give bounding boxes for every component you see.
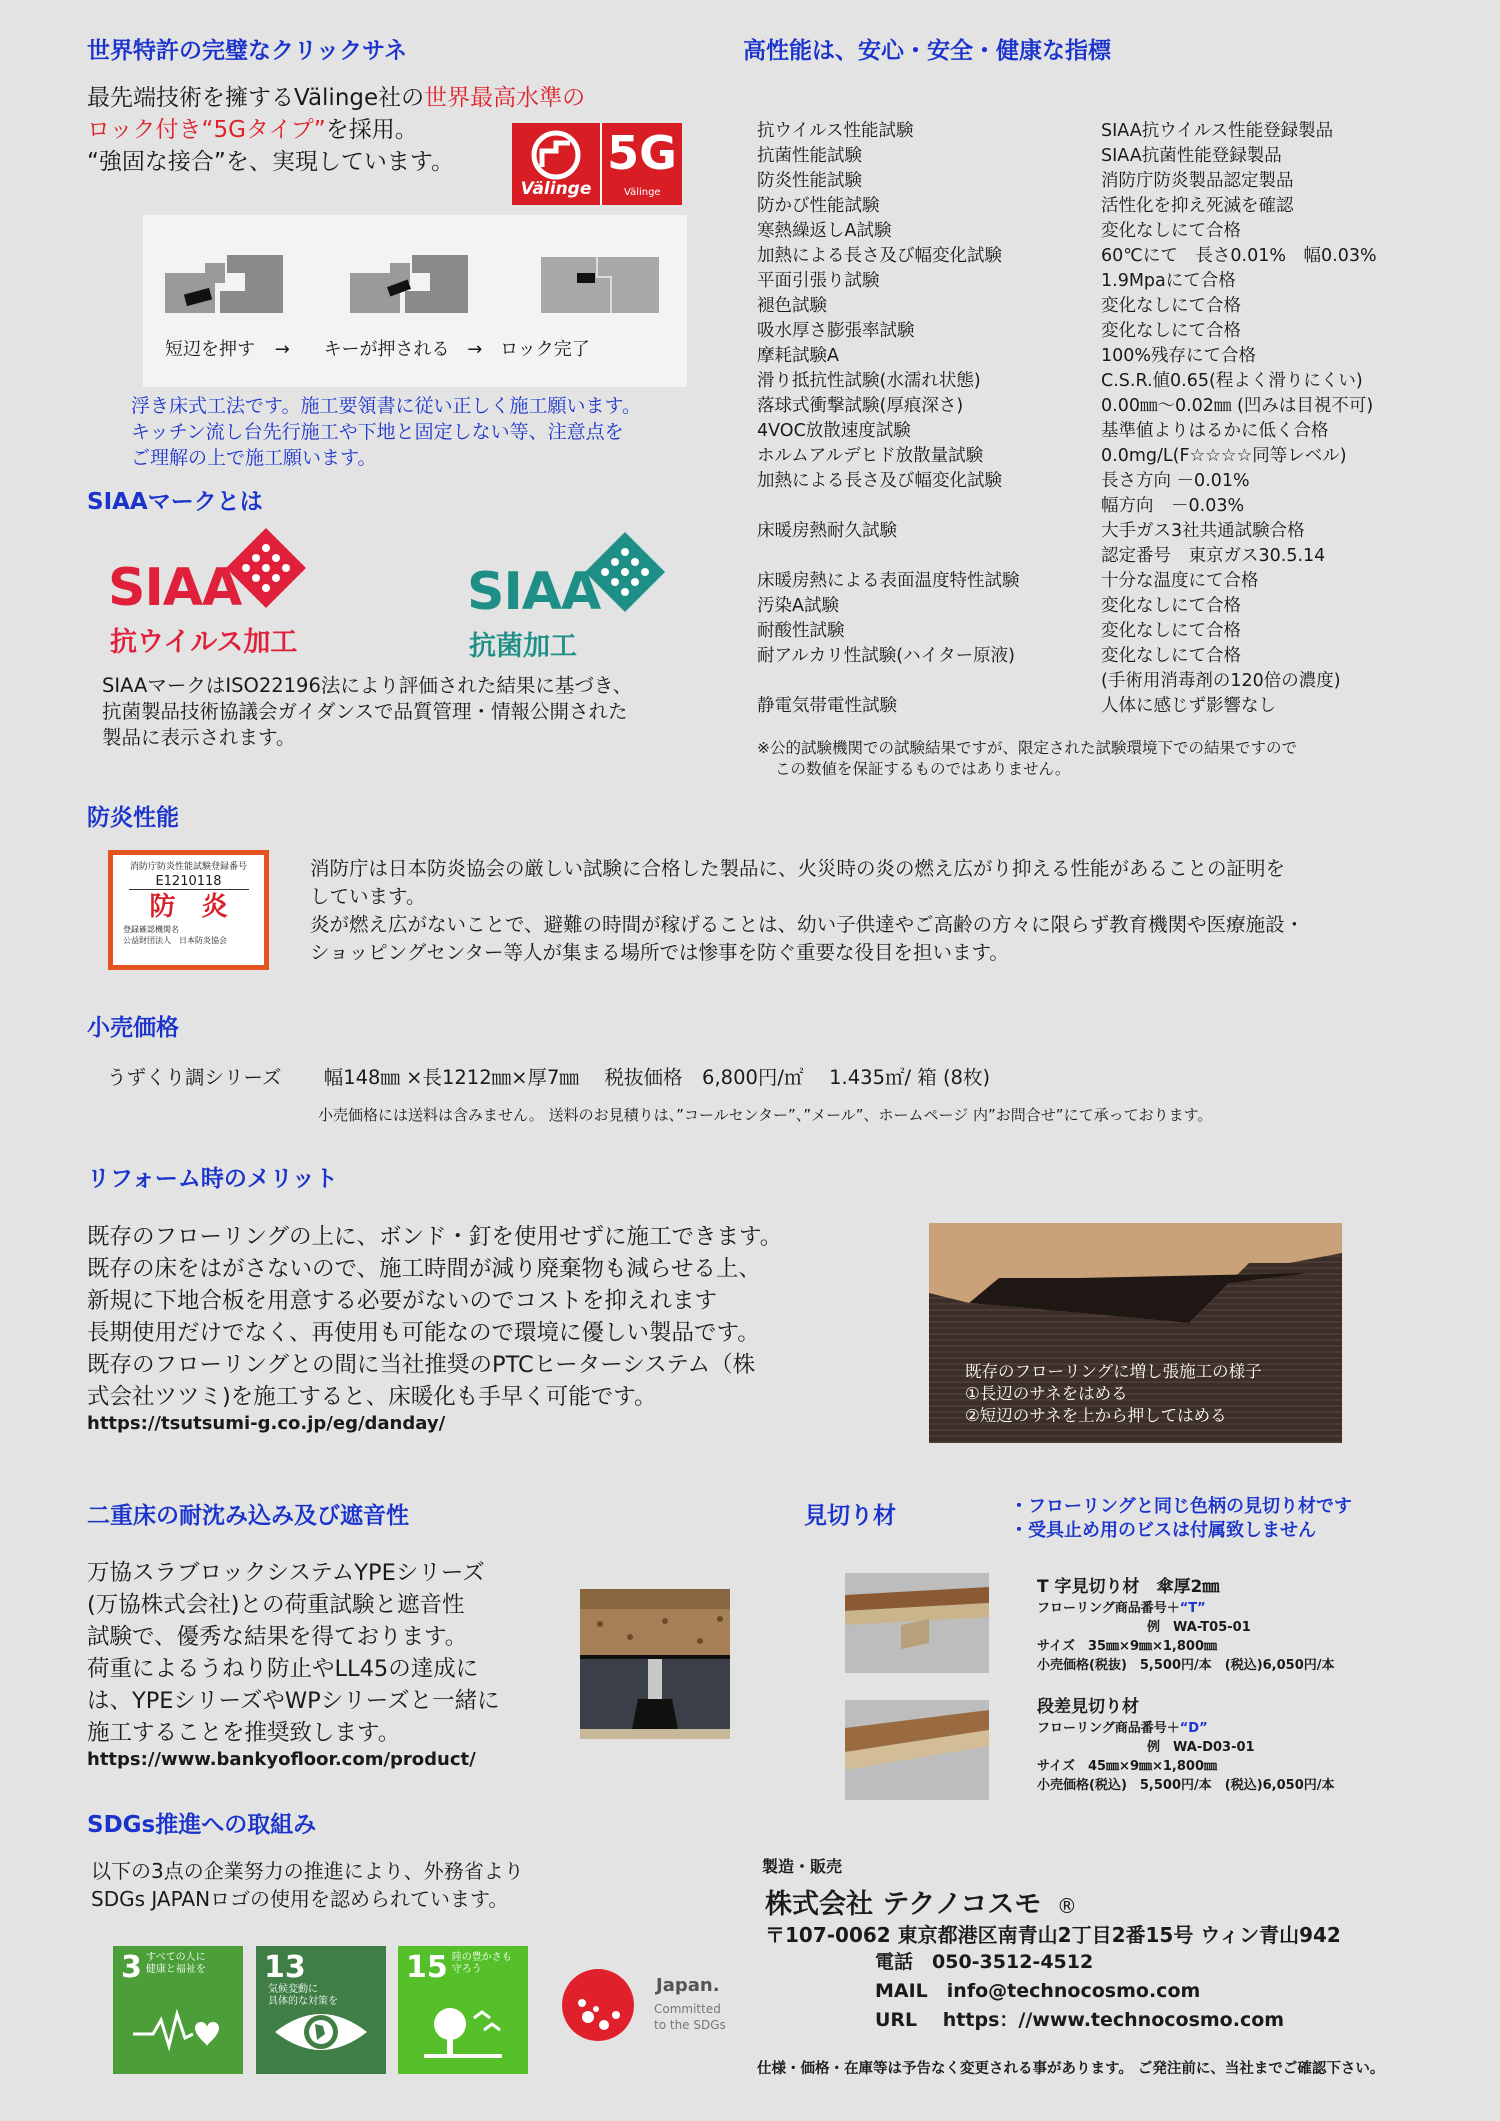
siaa-antivirus-logo xyxy=(108,528,308,658)
df-line-3: 試験で、優秀な結果を得ております。 xyxy=(87,1624,468,1650)
performance-row xyxy=(757,669,1457,694)
click-note-1: 浮き床式工法です。施工要領書に従い正しく施工願います。 xyxy=(131,395,641,417)
t-mikiri-price: 小売価格(税抜) 5,500円/本 (税込)6,050円/本 xyxy=(1037,1658,1335,1673)
step1-label: 短辺を押す xyxy=(165,339,255,360)
performance-row xyxy=(757,194,1457,219)
reform-line-6: 式会社ツツミ)を施工すると、床暖化も手早く可能です。 xyxy=(87,1384,657,1410)
sdg3-caption: すべての人に 健康と福祉を xyxy=(145,1952,206,1975)
siaa-logo2-mark xyxy=(585,532,665,612)
click-line3: “強固な接合”を、実現しています。 xyxy=(87,149,454,175)
photo-caption-3: ②短辺のサネを上から押してはめる xyxy=(965,1406,1227,1425)
siaa-desc-2: 抗菌製品技術協議会ガイダンスで品質管理・情報公開された xyxy=(102,700,628,723)
test-name: 抗ウイルス性能試験 xyxy=(757,121,914,141)
sdg3-num: 3 xyxy=(121,1950,142,1985)
test-name: 耐アルカリ性試験(ハイター原液) xyxy=(757,646,1015,666)
tree-bird-icon xyxy=(418,2002,508,2062)
test-result: 長さ方向 －0.01% xyxy=(1101,471,1250,491)
test-name: 4VOC放散速度試験 xyxy=(757,421,911,441)
company-address: 〒107-0062 東京都港区南青山2丁目2番15号 ウィン青山942 xyxy=(765,1923,1341,1947)
performance-row xyxy=(757,569,1457,594)
sdg-goal-15 xyxy=(398,1946,528,2074)
double-floor-photo xyxy=(580,1589,730,1739)
performance-row xyxy=(757,394,1457,419)
sdg15-caption: 陸の豊かさも 守ろう xyxy=(451,1952,512,1975)
test-result: 0.00㎜～0.02㎜ (凹みは目視不可) xyxy=(1101,396,1374,416)
sdg13-num: 13 xyxy=(264,1950,306,1985)
step2-label: キーが押される xyxy=(323,339,450,360)
test-result: 変化なしにて合格 xyxy=(1101,596,1241,616)
logo-5g-text: 5G xyxy=(607,126,677,180)
performance-row xyxy=(757,244,1457,269)
df-line-4: 荷重によるうねり防止やLL45の達成に xyxy=(87,1656,479,1682)
test-name: 加熱による長さ及び幅変化試験 xyxy=(757,471,1002,491)
df-line-2: (万協株式会社)との荷重試験と遮音性 xyxy=(87,1592,465,1618)
valinge-mark xyxy=(512,123,602,205)
performance-note xyxy=(757,738,1297,780)
reform-title: リフォーム時のメリット xyxy=(87,1166,338,1192)
logo-small-text: Välinge xyxy=(624,187,661,198)
performance-row xyxy=(757,494,1457,519)
fire-label-big: 防 炎 xyxy=(149,892,228,922)
mikiri-bullets xyxy=(1010,1495,1352,1543)
test-result: 十分な温度にて合格 xyxy=(1101,571,1259,591)
performance-row xyxy=(757,469,1457,494)
company-url[interactable]: URL https：//www.technocosmo.com xyxy=(875,2009,1285,2031)
test-result: SIAA抗ウイルス性能登録製品 xyxy=(1101,121,1334,141)
mikiri-bullet-1: ・フローリングと同じ色柄の見切り材です xyxy=(1010,1496,1352,1517)
reform-photo xyxy=(929,1223,1342,1443)
registered-mark: ® xyxy=(1056,1894,1077,1918)
siaa-logo1-sub: 抗ウイルス加工 xyxy=(110,627,298,658)
test-name: 抗菌性能試験 xyxy=(757,146,862,166)
test-result: 0.0mg/L(F☆☆☆☆同等レベル) xyxy=(1101,446,1347,466)
fire-label-top: 消防庁防炎性能試験登録番号 xyxy=(129,862,247,872)
test-result: 100%残存にて合格 xyxy=(1101,346,1257,366)
test-name: 吸水厚さ膨張率試験 xyxy=(757,321,915,341)
test-result: 消防庁防炎製品認定製品 xyxy=(1101,171,1294,191)
test-name: 滑り抵抗性試験(水濡れ状態) xyxy=(757,371,981,391)
step3-illustration xyxy=(541,253,661,313)
test-result: 変化なしにて合格 xyxy=(1101,296,1241,316)
performance-row xyxy=(757,369,1457,394)
t-mikiri-info xyxy=(1037,1575,1335,1675)
heartbeat-icon xyxy=(133,2006,223,2056)
performance-table xyxy=(757,119,1457,719)
reform-line-4: 長期使用だけでなく、再使用も可能なので環境に優しい製品です。 xyxy=(87,1320,760,1346)
fire-label-b1: 登録確認機関名 xyxy=(123,925,179,934)
sdgs-title: SDGs推進への取組み xyxy=(87,1812,317,1838)
test-result: 変化なしにて合格 xyxy=(1101,321,1241,341)
step-mikiri-code-key: “D” xyxy=(1179,1721,1208,1736)
test-result: 基準値よりはるかに低く合格 xyxy=(1101,421,1329,441)
fire-text-1: 消防庁は日本防炎協会の厳しい試験に合格した製品に、火災時の炎の燃え広がり抑える性能があることの証明を xyxy=(310,857,1286,880)
test-result: C.S.R.値0.65(程よく滑りにくい) xyxy=(1101,371,1363,391)
mikiri-title: 見切り材 xyxy=(804,1503,896,1529)
step-mikiri-photo xyxy=(845,1700,989,1800)
test-name: 寒熱繰返しA試験 xyxy=(757,221,892,241)
company-disclaimer: 仕様・価格・在庫等は予告なく変更される事があります。 ご発注前に、当社までご確認下さい。 xyxy=(757,2061,1385,2077)
siaa-antibacterial-logo xyxy=(467,532,667,662)
price-row xyxy=(107,1062,990,1090)
test-name: 耐酸性試験 xyxy=(757,621,845,641)
price-series: うずくり調シリーズ xyxy=(107,1066,282,1089)
click-line1b: 世界最高水準の xyxy=(424,85,586,111)
performance-note-2: この数値を保証するものではありません。 xyxy=(775,760,1071,778)
click-line2b: を採用。 xyxy=(325,117,418,143)
click-note-3: ご理解の上で施工願います。 xyxy=(131,447,377,469)
test-name: 汚染A試験 xyxy=(757,596,839,616)
test-result: 幅方向 －0.03% xyxy=(1101,496,1245,516)
company-tel: 電話 050-3512-4512 xyxy=(875,1951,1094,1973)
test-name: ホルムアルデヒド放散量試験 xyxy=(757,446,984,466)
double-floor-url[interactable]: https://www.bankyofloor.com/product/ xyxy=(87,1749,476,1770)
test-result: SIAA抗菌性能登録製品 xyxy=(1101,146,1282,166)
siaa-logo2-text: SIAA xyxy=(467,562,601,622)
sdg15-num: 15 xyxy=(406,1950,448,1985)
test-result: 人体に感じず影響なし xyxy=(1101,696,1276,716)
fire-title: 防炎性能 xyxy=(87,805,179,831)
siaa-description xyxy=(102,673,632,751)
sdgs-line-1: 以下の3点の企業努力の推進により、外務省より xyxy=(91,1859,524,1883)
reform-photo-caption xyxy=(965,1361,1262,1427)
fire-label-b2: 公益財団法人 日本防炎協会 xyxy=(123,936,227,945)
performance-row xyxy=(757,619,1457,644)
company-role: 製造・販売 xyxy=(762,1857,843,1876)
fire-text xyxy=(310,855,1304,967)
t-mikiri-code-key: “T” xyxy=(1179,1601,1206,1616)
price-note: 小売価格には送料は含みません。 送料のお見積りは、”コールセンター”、”メール”、ホームページ 内”お問合せ”にて承っております。 xyxy=(318,1106,1213,1124)
t-mikiri-code-label: フローリング商品番号＋ xyxy=(1037,1601,1180,1616)
siaa-desc-1: SIAAマークはISO22196法により評価された結果に基づき、 xyxy=(102,674,633,697)
double-floor-text xyxy=(87,1557,500,1749)
test-result: 変化なしにて合格 xyxy=(1101,621,1241,641)
performance-row xyxy=(757,269,1457,294)
valinge-brand-text: Välinge xyxy=(520,179,592,199)
test-result: 変化なしにて合格 xyxy=(1101,646,1241,666)
step-mikiri-name: 段差見切り材 xyxy=(1037,1697,1139,1717)
performance-note-1: ※公的試験機関での試験結果ですが、限定された試験環境下での結果ですので xyxy=(757,739,1297,757)
test-result: 1.9Mpaにて合格 xyxy=(1101,271,1236,291)
performance-row xyxy=(757,444,1457,469)
test-result: 大手ガス3社共通試験合格 xyxy=(1101,521,1305,541)
t-mikiri-size: サイズ 35㎜×9㎜×1,800㎜ xyxy=(1037,1639,1218,1654)
reform-line-2: 既存の床をはがさないので、施工時間が減り廃棄物も減らせる上、 xyxy=(87,1256,761,1282)
reform-line-3: 新規に下地合板を用意する必要がないのでコストを抑えれます xyxy=(87,1288,718,1314)
step-labels xyxy=(165,335,590,361)
fire-reg-no: E1210118 xyxy=(129,874,249,890)
click-title: 世界特許の完璧なクリックサネ xyxy=(87,38,408,64)
sdgs-line-2: SDGs JAPANロゴの使用を認められています。 xyxy=(91,1887,509,1911)
test-name: 落球式衝撃試験(厚痕深さ) xyxy=(757,396,964,416)
test-result: (手術用消毒剤の120倍の濃度) xyxy=(1101,671,1341,691)
reform-line-1: 既存のフローリングの上に、ボンド・釘を使用せずに施工できます。 xyxy=(87,1224,783,1250)
performance-row xyxy=(757,519,1457,544)
test-result: 活性化を抑え死滅を確認 xyxy=(1101,196,1294,216)
performance-row xyxy=(757,144,1457,169)
test-name: 床暖房熱による表面温度特性試験 xyxy=(757,571,1020,591)
company-contacts xyxy=(875,1948,1284,2035)
test-name: 防かび性能試験 xyxy=(757,196,880,216)
performance-title: 高性能は、安心・安全・健康な指標 xyxy=(743,38,1111,64)
performance-row xyxy=(757,344,1457,369)
photo-caption-2: ①長辺のサネをはめる xyxy=(965,1384,1128,1403)
click-intro xyxy=(87,82,585,178)
siaa-logo1-mark xyxy=(226,528,306,608)
reform-text xyxy=(87,1221,782,1413)
performance-row xyxy=(757,419,1457,444)
mikiri-bullet-2: ・受具止め用のビスは付属致しません xyxy=(1010,1520,1316,1541)
step-arrow-2: → xyxy=(467,339,483,360)
test-name: 褪色試験 xyxy=(757,296,827,316)
japan-committed-sdgs-logo xyxy=(558,1965,738,2045)
step-mikiri-code-label: フローリング商品番号＋ xyxy=(1037,1721,1180,1736)
step-mikiri-price: 小売価格(税込) 5,500円/本 (税込)6,050円/本 xyxy=(1037,1778,1335,1793)
step-mikiri-example: 例 WA-D03-01 xyxy=(1147,1740,1255,1755)
test-name: 摩耗試験A xyxy=(757,346,839,366)
performance-row xyxy=(757,219,1457,244)
click-steps-diagram xyxy=(143,215,687,387)
committed-text: Committed to the SDGs xyxy=(654,2002,726,2032)
performance-row xyxy=(757,694,1457,719)
sdg-goal-3 xyxy=(113,1946,243,2074)
test-name: 加熱による長さ及び幅変化試験 xyxy=(757,246,1002,266)
fire-text-4: ショッピングセンター等人が集まる場所では惨事を防ぐ重要な役目を担います。 xyxy=(310,941,1009,964)
sdg-goal-13 xyxy=(256,1946,386,2074)
t-mikiri-name: T 字見切り材 傘厚2㎜ xyxy=(1037,1577,1220,1597)
click-line2a: ロック付き“5Gタイプ” xyxy=(87,117,326,143)
company-name: 株式会社 テクノコスモ xyxy=(765,1889,1042,1920)
company-name-row xyxy=(765,1882,1077,1921)
siaa-logo1-text: SIAA xyxy=(108,558,242,618)
performance-row xyxy=(757,319,1457,344)
fire-label-badge xyxy=(108,850,269,970)
step-mikiri-info xyxy=(1037,1695,1335,1795)
double-floor-title: 二重床の耐沈み込み及び遮音性 xyxy=(87,1503,409,1529)
test-name: 静電気帯電性試験 xyxy=(757,696,897,716)
test-name: 防炎性能試験 xyxy=(757,171,862,191)
step1-illustration xyxy=(165,253,285,313)
price-title: 小売価格 xyxy=(87,1015,179,1041)
df-line-5: は、YPEシリーズやWPシリーズと一緒に xyxy=(87,1688,500,1714)
test-result: 変化なしにて合格 xyxy=(1101,221,1241,241)
test-result: 認定番号 東京ガス30.5.14 xyxy=(1101,546,1326,566)
step-arrow-1: → xyxy=(274,339,290,360)
reform-line-5: 既存のフローリングとの間に当社推奨のPTCヒーターシステム（株 xyxy=(87,1352,756,1378)
reform-url[interactable]: https://tsutsumi-g.co.jp/eg/danday/ xyxy=(87,1413,446,1434)
test-name: 平面引張り試験 xyxy=(757,271,880,291)
sdg13-caption: 気候変動に 具体的な対策を xyxy=(268,1984,338,2007)
df-line-1: 万協スラブロックシステムYPEシリーズ xyxy=(87,1560,485,1586)
japan-text: Japan. xyxy=(656,1975,720,1996)
performance-row xyxy=(757,644,1457,669)
performance-row xyxy=(757,169,1457,194)
click-notes xyxy=(131,393,641,471)
performance-row xyxy=(757,544,1457,569)
valinge-5g-logo xyxy=(512,123,682,205)
sdgs-text xyxy=(91,1857,524,1913)
step3-label: ロック完了 xyxy=(500,339,590,360)
click-note-2: キッチン流し台先行施工や下地と固定しない等、注意点を xyxy=(131,421,624,443)
performance-row xyxy=(757,119,1457,144)
performance-row xyxy=(757,594,1457,619)
siaa-title: SIAAマークとは xyxy=(87,489,263,515)
performance-row xyxy=(757,294,1457,319)
step-mikiri-size: サイズ 45㎜×9㎜×1,800㎜ xyxy=(1037,1759,1218,1774)
siaa-logo2-sub: 抗菌加工 xyxy=(469,631,577,662)
step2-illustration xyxy=(350,253,470,313)
siaa-desc-3: 製品に表示されます。 xyxy=(102,726,296,749)
price-spec: 幅148㎜ ×長1212㎜×厚7㎜ 税抜価格 6,800円/㎡ 1.435㎡/ 箱 (8枚) xyxy=(323,1066,991,1089)
test-name: 床暖房熱耐久試験 xyxy=(757,521,897,541)
company-mail[interactable]: MAIL info@technocosmo.com xyxy=(875,1980,1201,2002)
fire-text-2: しています。 xyxy=(310,885,426,908)
photo-caption-1: 既存のフローリングに増し張施工の様子 xyxy=(965,1362,1262,1381)
fire-text-3: 炎が燃え広がないことで、避難の時間が稼げることは、幼い子供達やご高齢の方々に限らず教育機関や医療施設・ xyxy=(310,913,1305,936)
t-mikiri-example: 例 WA-T05-01 xyxy=(1147,1620,1251,1635)
t-mikiri-photo xyxy=(845,1573,989,1673)
eye-globe-icon xyxy=(271,2004,371,2060)
cherry-blossom-icon xyxy=(558,1965,638,2045)
click-line1a: 最先端技術を擁するVälinge社の xyxy=(87,85,425,111)
df-line-6: 施工することを推奨致します。 xyxy=(87,1720,401,1746)
test-result: 60℃にて 長さ0.01% 幅0.03% xyxy=(1101,246,1377,266)
